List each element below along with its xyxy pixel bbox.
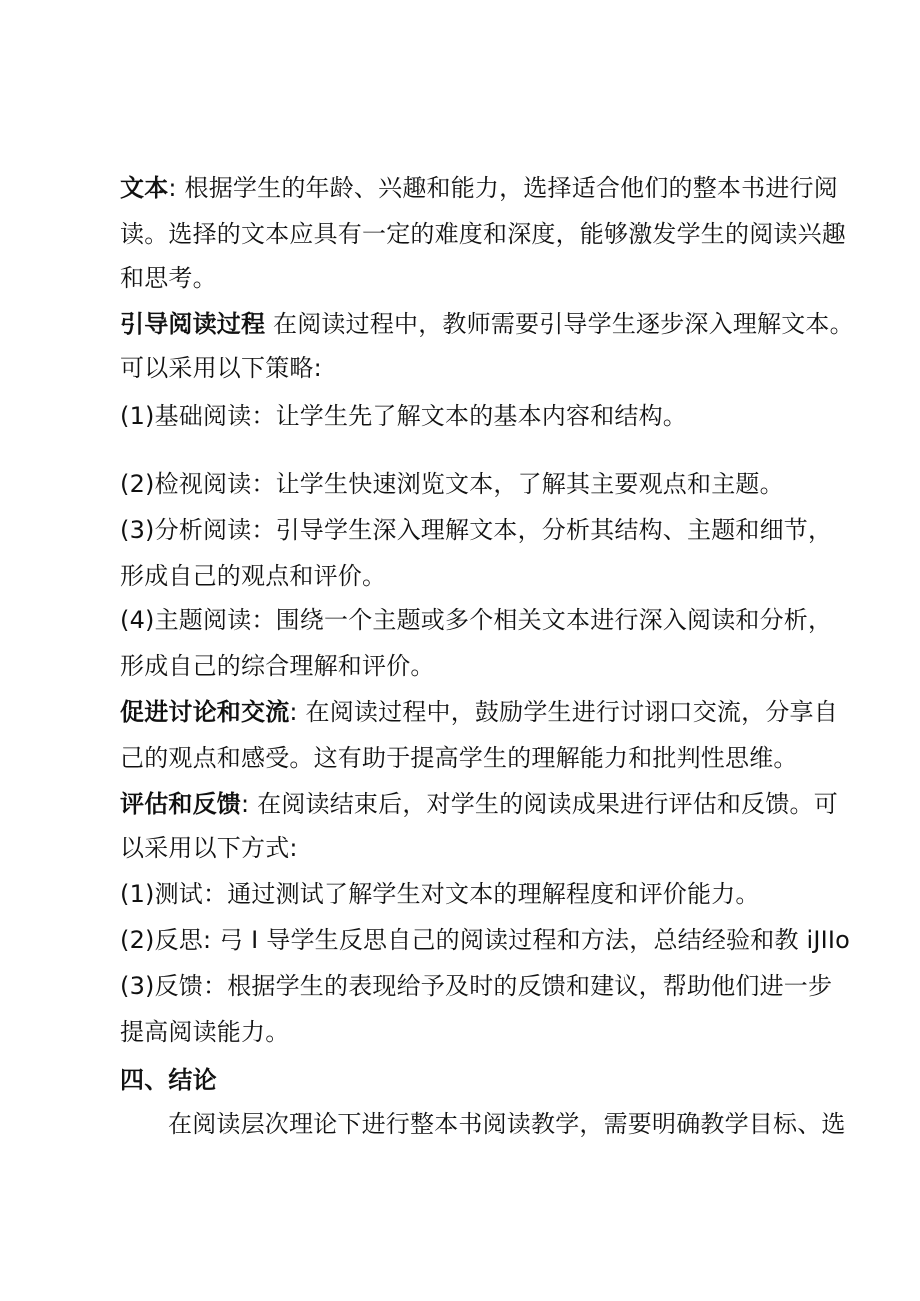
paragraph-discussion-line-1 (120, 696, 838, 728)
strategy-item-4-line-2: 形成自己的综合理解和评价。 (120, 652, 435, 680)
paragraph-discussion-line-2: 己的观点和感受。这有助于提高学生的理解能力和批判性思维。 (120, 744, 798, 772)
method-item-1: (1)测试：通过测试了解学生对文本的理解程度和评价能力。 (120, 880, 760, 908)
method-item-3-line-1: (3)反馈：根据学生的表现给予及时的反馈和建议，帮助他们进一步 (120, 972, 833, 1000)
strategy-item-1: (1)基础阅读：让学生先了解文本的基本内容和结构。 (120, 402, 687, 430)
label-evaluation: 评估和反馈 (120, 790, 241, 818)
paragraph-evaluation-line-2: 以采用以下方式: (120, 834, 298, 862)
method-item-2: (2)反思: 弓 I 导学生反思自己的阅读过程和方法，总结经验和教 iJIIo (120, 926, 851, 954)
paragraph-evaluation-line-1 (120, 788, 838, 820)
body-text: : 根据学生的年龄、兴趣和能力，选择适合他们的整本书进行阅 (168, 174, 838, 202)
label-text: 文本 (120, 174, 169, 202)
label-guide: 引导阅读过程 (120, 310, 266, 338)
paragraph-text-selection-line-1 (120, 172, 838, 204)
body-text: 在阅读过程中，教师需要引导学生逐步深入理解文本。 (265, 310, 854, 338)
paragraph-text-selection-line-2: 读。选择的文本应具有一定的难度和深度，能够激发学生的阅读兴趣 (120, 220, 846, 248)
body-text: : 在阅读过程中，鼓励学生进行讨诩口交流，分享自 (289, 698, 838, 726)
method-item-3-line-2: 提高阅读能力。 (120, 1018, 290, 1046)
strategy-item-3-line-2: 形成自己的观点和评价。 (120, 562, 387, 590)
strategy-item-2: (2)检视阅读：让学生快速浏览文本，了解其主要观点和主题。 (120, 470, 784, 498)
body-text: : 在阅读结束后，对学生的阅读成果进行评估和反馈。可 (241, 790, 838, 818)
strategy-item-4-line-1: (4)主题阅读：围绕一个主题或多个相关文本进行深入阅读和分析， (120, 606, 833, 634)
paragraph-guide-line-2: 可以采用以下策略: (120, 354, 322, 382)
label-discussion: 促进讨论和交流 (120, 698, 290, 726)
paragraph-guide-line-1 (120, 308, 854, 340)
section-heading: 四、结论 (120, 1066, 217, 1094)
paragraph-text-selection-line-3: 和思考。 (120, 264, 217, 292)
strategy-item-3-line-1: (3)分析阅读：引导学生深入理解文本，分析其结构、主题和细节， (120, 516, 833, 544)
conclusion-line: 在阅读层次理论下进行整本书阅读教学，需要明确教学目标、选 (168, 1110, 846, 1138)
